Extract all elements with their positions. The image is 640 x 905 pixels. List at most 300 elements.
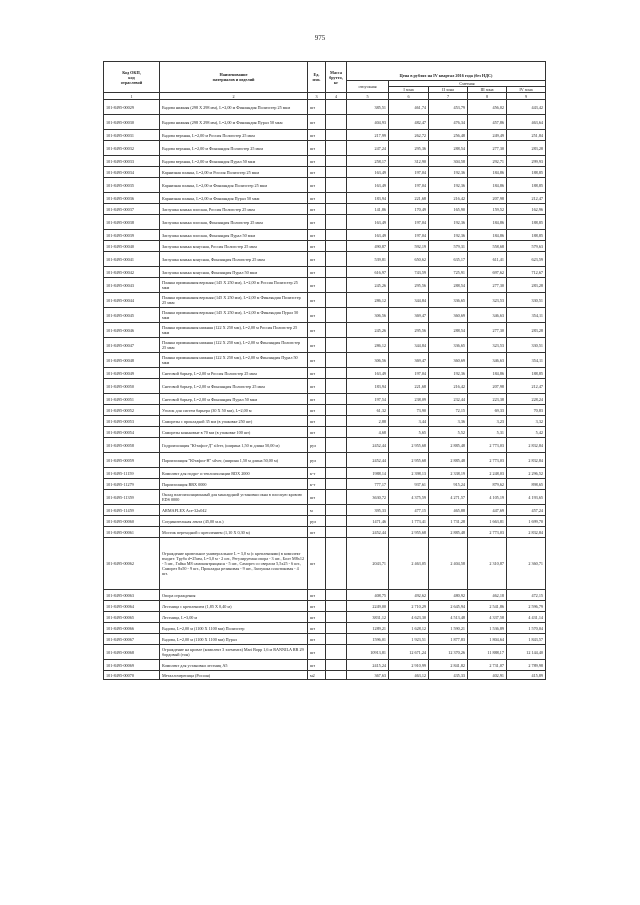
row-code: 101-8495-00061 [104,527,160,538]
row-code: 101-8495-00029 [104,100,160,115]
row-mass [326,601,347,612]
row-code: 101-8495-00062 [104,538,160,590]
row-zone-1-price: 3,44 [389,416,429,427]
row-unit: к-т [308,479,326,490]
row-zone-3-price: 11 888,17 [468,645,507,660]
row-name: Ендова, L=2,00 м (1100 Х 1100 мм) Полиэстер [160,623,308,634]
row-unit: шт [308,590,326,601]
row-name: Пароизоляция BBX 0000 [160,479,308,490]
row-mass [326,505,347,516]
row-release-price: 163,49 [347,368,389,379]
row-zone-2-price: 2 841,82 [429,660,468,671]
row-unit: шт [308,405,326,416]
row-zone-1-price: 2 955,68 [389,527,429,538]
row-unit: шт [308,167,326,178]
row-zone-2-price: 304,58 [429,156,468,167]
row-zone-2-price: 465,88 [429,505,468,516]
row-zone-3-price: 292,71 [468,156,507,167]
table-row [104,141,546,156]
row-name: Гидроизоляция "Ютафол-Д" silver, (ширина 1,50 м длина 50,00 м) [160,438,308,453]
row-name: Заглушка конька плоская, Финляндия Пурал 50 мкм [160,230,308,241]
row-mass [326,308,347,323]
header-zone-3: III зона [468,87,507,93]
row-mass [326,252,347,267]
row-code: 101-8495-00064 [104,601,160,612]
col-number: 7 [429,93,468,100]
row-zone-2-price: 579,31 [429,241,468,252]
row-code: 101-8495-00037 [104,204,160,215]
row-unit: шт [308,130,326,141]
row-zone-1-price: 295,56 [389,278,429,293]
row-zone-3-price: 5,31 [468,427,507,438]
row-mass [326,612,347,623]
row-release-price: 2043,71 [347,538,389,590]
row-code: 101-8495-00046 [104,323,160,338]
row-name: Заглушка конька плоская, Финляндия Полиэстер 25 мкм [160,215,308,230]
row-unit: шт [308,278,326,293]
row-mass [326,130,347,141]
row-zone-3-price: 2 773,03 [468,453,507,468]
row-name: Саморезы с прокладкой 35 мм (в упаковке 250 шт) [160,416,308,427]
row-mass [326,394,347,405]
header-zone-1: I зона [389,87,429,93]
row-unit: шт [308,645,326,660]
row-name: Уголок для систем барьера (30 Х 50 мм), L=2,00 м [160,405,308,416]
row-zone-3-price: 184,86 [468,215,507,230]
row-zone-4-price: 2 832,84 [507,438,546,453]
row-zone-3-price: 2 773,03 [468,527,507,538]
row-zone-2-price: 1 731,28 [429,516,468,527]
row-zone-4-price: 354,11 [507,353,546,368]
row-zone-1-price: 73,90 [389,405,429,416]
row-code: 101-8495-11279 [104,479,160,490]
row-mass [326,453,347,468]
row-unit: шт [308,308,326,323]
row-zone-3-price: 277,30 [468,323,507,338]
row-name: Снеговой барьер, L=2,00 м Россия Полиэстер 25 мкм [160,368,308,379]
row-mass [326,323,347,338]
row-name: Ендова верхняя, L=2,00 м Финляндия Полиэстер 25 мкм [160,141,308,156]
price-table [103,61,546,680]
row-zone-2-price: 4 271,57 [429,490,468,505]
row-zone-2-price: 2 885,48 [429,438,468,453]
row-zone-4-price: 188,85 [507,178,546,193]
row-name: Заглушка конька конусная, Россия Полиэстер 25 мкм [160,241,308,252]
table-row [104,538,546,590]
row-zone-3-price: 1 663,81 [468,516,507,527]
row-zone-1-price: 2 398,13 [389,468,429,479]
row-zone-4-price: 2 832,84 [507,527,546,538]
row-mass [326,490,347,505]
row-code: 101-8495-00041 [104,252,160,267]
row-zone-1-price: 221,68 [389,379,429,394]
row-unit: рул [308,453,326,468]
row-zone-3-price: 184,86 [468,167,507,178]
page-number: 975 [314,34,326,42]
table-row [104,671,546,680]
table-row [104,338,546,353]
header-estimate: Сметная [389,81,546,87]
row-code: 101-8495-00038 [104,215,160,230]
row-zone-2-price: 480,92 [429,590,468,601]
row-zone-1-price: 344,84 [389,293,429,308]
row-name: Карнизная планка, L=2,00 м Россия Полиэстер 25 мкм [160,167,308,178]
row-zone-1-price: 1 773,41 [389,516,429,527]
row-zone-3-price: 69,33 [468,405,507,416]
header-release: отпускная [347,81,389,93]
table-row [104,505,546,516]
row-mass [326,293,347,308]
row-zone-2-price: 288,54 [429,141,468,156]
table-row [104,167,546,178]
row-release-price: 1289,21 [347,623,389,634]
row-release-price: 258,17 [347,156,389,167]
row-mass [326,241,347,252]
table-row [104,527,546,538]
row-zone-1-price: 312,90 [389,156,429,167]
row-code: 101-8495-00066 [104,623,160,634]
row-unit: м2 [308,671,326,680]
row-release-price: 1988,14 [347,468,389,479]
row-zone-4-price: 212,47 [507,193,546,204]
row-zone-2-price: 192,36 [429,230,468,241]
row-zone-1-price: 2 955,68 [389,453,429,468]
row-zone-3-price: 207,98 [468,193,507,204]
row-zone-4-price: 251,84 [507,130,546,141]
row-zone-2-price: 336,65 [429,293,468,308]
row-release-price: 2452,44 [347,453,389,468]
row-unit: шт [308,230,326,241]
header-name [160,62,308,93]
row-zone-1-price: 369,47 [389,308,429,323]
row-zone-2-price: 256,48 [429,130,468,141]
row-zone-4-price: 1 699,70 [507,516,546,527]
row-zone-4-price: 623,59 [507,252,546,267]
row-name: Снеговой барьер, L=2,00 м Финляндия Полиэстер 25 мкм [160,379,308,394]
table-row [104,278,546,293]
row-release-price: 286,12 [347,338,389,353]
row-mass [326,230,347,241]
row-zone-4-price: 579,63 [507,241,546,252]
row-mass [326,671,347,680]
row-zone-1-price: 369,47 [389,353,429,368]
row-code: 101-8495-00068 [104,645,160,660]
row-name: Планка примыкания верхняя (145 Х 250 мм), L=2,00 м Россия Полиэстер 25 мкм [160,278,308,293]
row-zone-1-price: 295,56 [389,323,429,338]
row-mass [326,178,347,193]
row-mass [326,353,347,368]
row-mass [326,278,347,293]
row-zone-1-price: 221,68 [389,193,429,204]
row-zone-4-price: 3,32 [507,416,546,427]
row-zone-4-price: 472,15 [507,590,546,601]
row-zone-2-price: 72,15 [429,405,468,416]
row-zone-2-price: 635,17 [429,252,468,267]
row-zone-4-price: 2 596,79 [507,601,546,612]
row-mass [326,645,347,660]
row-mass [326,527,347,538]
row-mass [326,438,347,453]
row-zone-1-price: 197,04 [389,167,429,178]
row-zone-4-price: 2 360,71 [507,538,546,590]
row-zone-3-price: 1 804,64 [468,634,507,645]
row-zone-4-price: 283,28 [507,278,546,293]
row-zone-1-price: 2 710,29 [389,601,429,612]
header-name-label: Наименование [219,72,248,77]
table-row [104,623,546,634]
row-zone-4-price: 330,51 [507,293,546,308]
header-unit [308,62,326,93]
row-release-price: 286,12 [347,293,389,308]
row-zone-1-price: 461,74 [389,100,429,115]
row-zone-4-price: 354,11 [507,308,546,323]
row-zone-3-price: 3,23 [468,416,507,427]
row-mass [326,405,347,416]
row-unit: шт [308,141,326,156]
row-zone-3-price: 457,86 [468,115,507,130]
row-zone-3-price: 611,41 [468,252,507,267]
row-name: Металлочерепица (Россия) [160,671,308,680]
row-release-price: 777,17 [347,479,389,490]
row-release-price: 539,81 [347,252,389,267]
row-zone-4-price: 898,65 [507,479,546,490]
row-zone-1-price: 12 671,24 [389,645,429,660]
row-zone-1-price: 5,65 [389,427,429,438]
row-code: 101-8495-00044 [104,293,160,308]
header-mass-label: Масса [330,69,342,75]
row-unit: шт [308,267,326,278]
row-zone-3-price: 2 773,03 [468,438,507,453]
row-mass [326,338,347,353]
row-mass [326,479,347,490]
row-zone-4-price: 162,96 [507,204,546,215]
row-zone-4-price: 2 296,52 [507,468,546,479]
table-row [104,308,546,323]
row-zone-2-price: 232,44 [429,394,468,405]
row-release-price: 10913,81 [347,645,389,660]
row-zone-2-price: 288,54 [429,323,468,338]
row-release-price: 2249,00 [347,601,389,612]
table-row [104,230,546,241]
row-zone-4-price: 443,42 [507,100,546,115]
row-zone-2-price: 453,79 [429,100,468,115]
row-unit: шт [308,178,326,193]
row-release-price: 3630,72 [347,490,389,505]
table-row [104,516,546,527]
row-zone-4-price: 228,24 [507,394,546,405]
row-zone-2-price: 4 513,48 [429,612,468,623]
row-zone-2-price: 192,36 [429,215,468,230]
row-zone-3-price: 249,49 [468,130,507,141]
row-release-price: 2,88 [347,416,389,427]
col-number: 5 [347,93,389,100]
table-row [104,156,546,167]
row-name: Ограждение кровельное универсальное L = 3,0 м (с креплениями) в комплект входит: Труба d=25мм, L=3,0 м - 2 шт., Регулируемая опора - 3 шт., Болт М8х12 - 5 шт., Гайка М8 самоконтрящаяся - 5 шт., Саморез со сверлом 5,5х25 - 6 шт., Саморез 8х50 - 9 шт., Прокладка резиновая - 9 шт., Заглушка пластиковая - 4 шт. [160,538,308,590]
row-zone-1-price: 262,72 [389,130,429,141]
row-release-price: 2452,44 [347,438,389,453]
row-unit: шт [308,490,326,505]
row-unit: рул [308,438,326,453]
row-zone-1-price: 238,09 [389,394,429,405]
row-unit: шт [308,601,326,612]
row-zone-4-price: 5,42 [507,427,546,438]
row-code: 101-8495-00040 [104,241,160,252]
row-unit: шт [308,416,326,427]
row-code: 101-8495-00053 [104,416,160,427]
row-name: Планка примыкания нижняя (122 Х 250 мм), L=2,00 м Россия Полиэстер 25 мкм [160,323,308,338]
row-zone-3-price: 184,86 [468,230,507,241]
row-code: 101-8495-00063 [104,590,160,601]
table-row [104,634,546,645]
row-zone-2-price: 2 338,19 [429,468,468,479]
row-unit: шт [308,427,326,438]
row-zone-3-price: 277,30 [468,141,507,156]
table-row [104,394,546,405]
row-zone-3-price: 2 541,86 [468,601,507,612]
row-zone-1-price: 2 910,99 [389,660,429,671]
row-release-price: 217,99 [347,130,389,141]
row-name: Ограждение на кровле (комплект 3 элемента) Mari Bopp 1,6 м RANNILA RR 29 бордовый (тон) [160,645,308,660]
row-name: Саморезы коньковые в 70 мм (в упаковке 100 шт) [160,427,308,438]
row-name: Планка примыкания верхняя (145 Х 250 мм), L=2,00 м Финляндия Пурал 50 мкм [160,308,308,323]
row-release-price: 408,75 [347,590,389,601]
row-unit: шт [308,394,326,405]
table-row [104,178,546,193]
table-row [104,427,546,438]
row-zone-4-price: 330,51 [507,338,546,353]
row-release-price: 247,24 [347,141,389,156]
row-code: 101-8495-00045 [104,308,160,323]
row-zone-2-price: 216,42 [429,379,468,394]
row-zone-3-price: 346,63 [468,353,507,368]
table-row [104,115,546,130]
row-name: Соединительная лента (45,00 м.п.) [160,516,308,527]
row-release-price: 367,63 [347,671,389,680]
row-code: 101-8495-11459 [104,505,160,516]
row-zone-3-price: 159,52 [468,204,507,215]
row-mass [326,156,347,167]
row-unit: шт [308,156,326,167]
row-zone-1-price: 2 463,05 [389,538,429,590]
row-zone-3-price: 2 731,07 [468,660,507,671]
row-zone-2-price: 2 885,48 [429,453,468,468]
row-release-price: 616,97 [347,267,389,278]
row-zone-1-price: 1 923,51 [389,634,429,645]
row-zone-4-price: 4 193,65 [507,490,546,505]
row-mass [326,368,347,379]
row-zone-1-price: 482,47 [389,115,429,130]
row-mass [326,427,347,438]
table-row [104,100,546,115]
row-zone-3-price: 402,91 [468,671,507,680]
table-row [104,353,546,368]
table-row [104,204,546,215]
row-zone-3-price: 1 536,89 [468,623,507,634]
row-release-price: 245,26 [347,278,389,293]
row-unit: шт [308,100,326,115]
row-zone-2-price: 1 590,21 [429,623,468,634]
row-mass [326,267,347,278]
row-zone-2-price: 2 885,48 [429,527,468,538]
row-zone-2-price: 3,36 [429,416,468,427]
row-zone-1-price: 937,61 [389,479,429,490]
table-row [104,267,546,278]
row-name: ARMAFLEX Ace-32x042 [160,505,308,516]
row-release-price: 2415,24 [347,660,389,671]
row-zone-4-price: 463,64 [507,115,546,130]
row-zone-2-price: 2 645,94 [429,601,468,612]
row-name: Пароизоляция "Ютафол-Н" silver, (ширина 1,50 м длина 50,00 м) [160,453,308,468]
row-unit: шт [308,538,326,590]
row-release-price: 197,54 [347,394,389,405]
row-zone-3-price: 184,86 [468,178,507,193]
row-unit: шт [308,293,326,308]
table-row [104,453,546,468]
row-mass [326,141,347,156]
header-price-title: Цена в рублях на IV квартал 2016 года (без НДС) [347,71,546,81]
row-mass [326,167,347,178]
table-row [104,590,546,601]
row-release-price: 306,56 [347,353,389,368]
header-price-spacer [347,62,546,71]
row-zone-3-price: 456,02 [468,100,507,115]
row-zone-3-price: 346,63 [468,308,507,323]
header-mass-label-2: брутто, [329,74,343,80]
row-code: 101-8495-00065 [104,612,160,623]
row-zone-4-price: 2 789,98 [507,660,546,671]
row-zone-4-price: 712,67 [507,267,546,278]
row-name: Ендова нижняя (298 Х 298 мм), L=2,00 м Финляндия Полиэстер 25 мкм [160,100,308,115]
table-row [104,645,546,660]
row-zone-1-price: 4 623,30 [389,612,429,623]
row-release-price: 1596,01 [347,634,389,645]
row-zone-4-price: 212,47 [507,379,546,394]
row-mass [326,516,347,527]
row-mass [326,416,347,427]
table-row [104,368,546,379]
row-mass [326,193,347,204]
row-unit: шт [308,623,326,634]
row-code: 101-8495-00051 [104,394,160,405]
row-code: 101-8495-00035 [104,178,160,193]
header-unit-label: Ед. [313,72,320,77]
row-code: 101-8495-00054 [104,427,160,438]
row-name: Ендова нижняя (298 Х 298 мм), L=2,00 м Финляндия Пурал 50 мкм [160,115,308,130]
header-code-label: Код ОКП, [122,69,141,75]
row-zone-1-price: 170,49 [389,204,429,215]
row-mass [326,623,347,634]
row-zone-4-price: 457,24 [507,505,546,516]
row-code: 101-8495-00036 [104,193,160,204]
row-name: Комплект для гидро- и теплоизоляции BDX 2000 [160,468,308,479]
row-unit: шт [308,353,326,368]
row-unit: шт [308,527,326,538]
header-mass [326,62,347,93]
row-zone-2-price: 1 877,83 [429,634,468,645]
row-unit: к-т [308,468,326,479]
row-zone-2-price: 5,52 [429,427,468,438]
row-release-price: 404,93 [347,115,389,130]
row-name: Карнизная планка, L=2,00 м Финляндия Пурал 50 мкм [160,193,308,204]
table-row [104,215,546,230]
header-zone-2: II зона [429,87,468,93]
row-zone-1-price: 197,04 [389,230,429,241]
row-name: Заглушка конька конусная, Финляндия Пурал 50 мкм [160,267,308,278]
row-zone-1-price: 492,62 [389,590,429,601]
row-zone-4-price: 4 431,14 [507,612,546,623]
row-zone-3-price: 697,62 [468,267,507,278]
row-unit: шт [308,115,326,130]
